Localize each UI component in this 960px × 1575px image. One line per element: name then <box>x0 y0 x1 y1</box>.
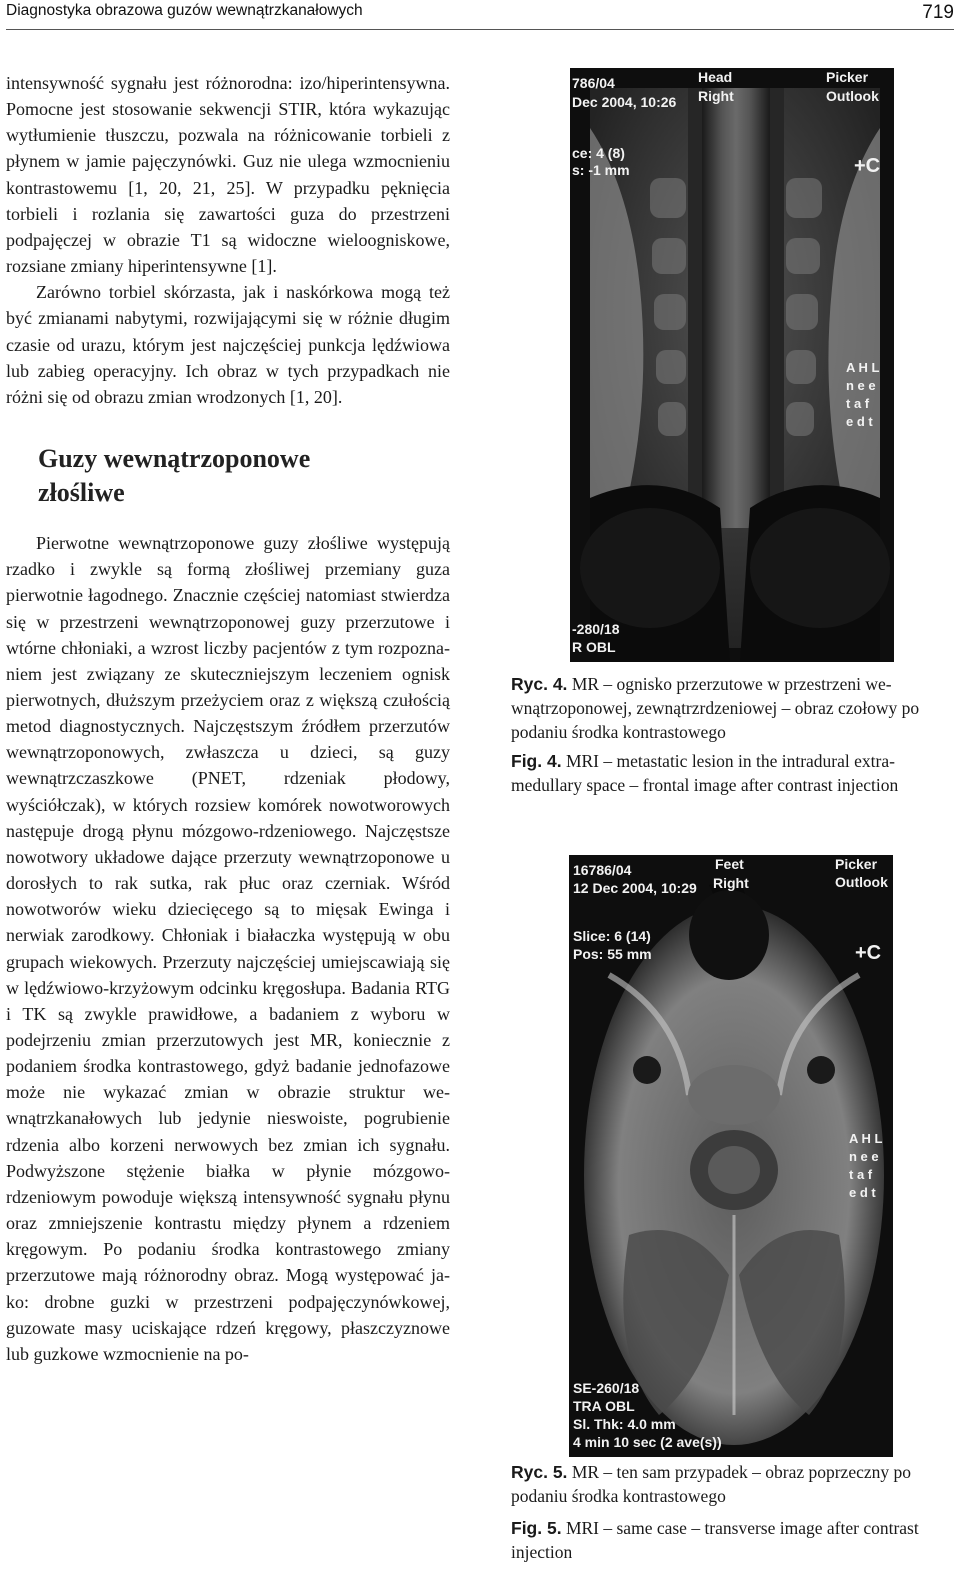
fig4-overlay-vendor-2: Outlook <box>826 88 879 104</box>
fig5-overlay-ahl-2: n e e <box>849 1149 879 1164</box>
figure-4-caption-en-text: MRI – metastatic lesion in the intradural extramedullary space – frontal image after contrast injection <box>511 751 899 795</box>
section-heading <box>6 442 450 510</box>
section-heading-line-2: złośliwe <box>38 478 125 508</box>
fig4-overlay-orient-1: Head <box>698 69 733 85</box>
fig5-overlay-vendor-1: Picker <box>835 856 878 872</box>
figure-4-caption-pl-text: MR – ognisko przerzutowe w przestrzeni wewnątrzoponowej, zewnątrzrdzeniowej – obraz czołowy po podaniu środka kontrastowego <box>511 674 920 742</box>
mri-axial-image <box>569 855 893 1457</box>
fig5-overlay-contrast: +C <box>855 942 882 964</box>
figure-4-caption-en <box>511 749 955 797</box>
fig5-overlay-ahl-3: t a f <box>849 1167 873 1182</box>
fig5-overlay-slice: Slice: 6 (14) <box>573 928 651 944</box>
fig5-overlay-date: 12 Dec 2004, 10:29 <box>573 880 697 896</box>
fig5-overlay-ahl-1: A H L <box>849 1131 883 1146</box>
header-rule <box>6 29 954 30</box>
fig5-overlay-id: 16786/04 <box>573 862 632 878</box>
fig4-overlay-contrast: +C <box>854 155 881 177</box>
fig4-overlay-pos: s: -1 mm <box>572 162 630 178</box>
fig5-overlay-seq-1: SE-260/18 <box>573 1380 640 1396</box>
figure-4-mri-coronal <box>570 68 894 662</box>
figure-5-caption-pl-text: MR – ten sam przypadek – obraz poprzeczny po podaniu środka kontrastowego <box>511 1462 912 1506</box>
fig4-overlay-slice: ce: 4 (8) <box>572 145 625 161</box>
figure-4-caption-en-label: Fig. 4. <box>511 751 562 771</box>
fig5-overlay-orient-2: Right <box>713 875 749 891</box>
fig5-overlay-vendor-2: Outlook <box>835 874 888 890</box>
fig4-overlay-id: 786/04 <box>572 75 615 91</box>
fig5-overlay-seq-2: TRA OBL <box>573 1398 635 1414</box>
figure-5-caption-en-text: MRI – same case – transverse image after contrast injection <box>511 1518 919 1562</box>
fig5-overlay-seq-4: 4 min 10 sec (2 ave(s)) <box>573 1434 722 1450</box>
left-text-column <box>6 70 450 1367</box>
figure-5-mri-axial <box>569 855 893 1457</box>
fig5-overlay-pos: Pos: 55 mm <box>573 946 652 962</box>
figure-5-caption-pl-label: Ryc. 5. <box>511 1462 568 1482</box>
fig4-overlay-date: Dec 2004, 10:26 <box>572 94 677 110</box>
fig4-overlay-ahl-2: n e e <box>846 378 876 393</box>
mri-coronal-image <box>570 68 894 662</box>
fig4-overlay-seq-1: -280/18 <box>572 621 620 637</box>
running-head <box>6 0 954 32</box>
page-number: 719 <box>922 2 954 23</box>
fig5-overlay-orient-1: Feet <box>715 856 744 872</box>
journal-running-title: Diagnostyka obrazowa guzów wewnątrzkanałowych <box>6 2 363 19</box>
figure-5-caption-en <box>511 1516 955 1564</box>
figure-4-caption-pl <box>511 672 955 744</box>
body-paragraph-2: Zarówno torbiel skórzasta, jak i naskórkowa mogą też być zmianami nabytymi, rozwijającymi się w różnie długim czasie od urazu, którym jest najczęściej punkcja lędźwiowa lub zabieg operacyjny. Ich obraz w tych przypadkach nie różni się od obrazu zmian wrodzonych [1, 20]. <box>6 282 450 407</box>
section-heading-line-1: Guzy wewnątrzoponowe <box>38 444 311 474</box>
body-paragraph-3: Pierwotne wewnątrzoponowe guzy złośliwe występują rzadko i zwykle są formą złośliwej przemiany guza pierwotnie łagodnego. Znacznie częściej natomiast stwierdza się w przestrzeni wewnątrzoponowej guzy przerzutowe i wtórne chłoniaki, a wzrost liczby pacjentów z tym rozpoznaniem jest związany ze skuteczniejszym leczeniem ognisk pierwotnych, dłuższym przeżyciem oraz z większą czułością metod diagnostycznych. Najczęstszym źródłem przerzutów wewnątrzoponowych, zwłaszcza u dzieci, są guzy wewnątrzczaszkowe (PNET, rdzeniak płodowy, wyściółczak), w których rozsiew komórek nowotworowych następuje drogą płynu mózgowo-rdzeniowego. Najczęstsze nowotwory układowe dające przerzuty wewnątrzoponowe u dorosłych to rak sutka, rak płuc oraz czerniak. Wśród nowotworów wieku dziecięcego są to mięsak Ewinga i nerwiak zarodkowy. Chłoniak i białaczka występują w obu grupach wiekowych. Przerzuty najczęściej umiejscawiają się w lędźwiowo-krzyżowym odcinku kręgosłupa. Badania RTG i TK są zwykle prawidłowe, a badaniem z wyboru w podejrzeniu zmian przerzutowych jest MR, koniecznie z podaniem środka kontrastowego, gdyż badanie jednofazowe może nie wykazać zmian w obrazie struktur wewnątrzkanałowych lub jedynie nieswoiste, pogrubienie rdzenia albo korzeni nerwowych bez zmian ich sygnału. Podwyższone stężenie białka w płynie mózgowo-rdzeniowym powoduje większą intensywność sygnału płynu oraz zmniejszenie kontrastu między płynem a rdzeniem kręgowym. Po podaniu środka kontrastowego zmiany przerzutowe mają różnorodny obraz. Mogą występować jako: drobne guzki w przestrzeni podpajęczynówkowej, guzowate masy uciskające rdzeń kręgowy, płaszczyznowe lub guzkowe wzmocnienie na po- <box>6 533 450 1364</box>
fig4-overlay-vendor-1: Picker <box>826 69 869 85</box>
fig4-overlay-ahl-1: A H L <box>846 360 880 375</box>
figure-4-caption-pl-label: Ryc. 4. <box>511 674 568 694</box>
fig4-overlay-ahl-4: e d t <box>846 414 873 429</box>
fig5-overlay-seq-3: Sl. Thk: 4.0 mm <box>573 1416 676 1432</box>
fig4-overlay-ahl-3: t a f <box>846 396 870 411</box>
fig4-overlay-orient-2: Right <box>698 88 734 104</box>
figure-5-caption-pl <box>511 1460 955 1508</box>
fig4-overlay-seq-2: R OBL <box>572 639 616 655</box>
fig5-overlay-ahl-4: e d t <box>849 1185 876 1200</box>
body-paragraph-1: intensywność sygnału jest różnorodna: izo/hiperintensywna. Pomocne jest stosowanie sekwencji STIR, która wykazując wytłumienie tłuszczu, pozwala na różnicowanie torbieli z płynem w jamie pajęczynówki. Guz nie ulega wzmocnieniu kontrastowemu [1, 20, 21, 25]. W przypadku pęknięcia torbieli i rozlania się zawartości guza do przestrzeni podpajęczej w obrazie T1 są widoczne wieloogniskowe, rozsiane zmiany hiperintensywne [1]. <box>6 73 450 277</box>
figure-5-caption-en-label: Fig. 5. <box>511 1518 562 1538</box>
